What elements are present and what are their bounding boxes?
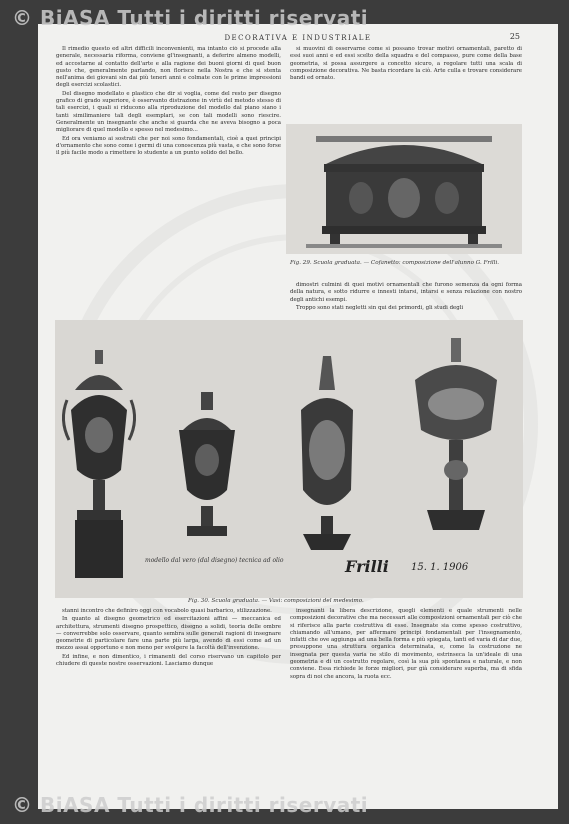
text-column-left-bottom [56,608,281,798]
figure-caption: Fig. 29. Scuola graduata. — Cofanetto: composizione dell'alunno G. Frilli. [290,260,500,266]
figure-caption: Fig. 30. Scuola graduata. — Vasi: composizioni del medesimo. [188,598,364,604]
paragraph: insegnanti la libera descrizione, quegli elementi e quale strumenti nelle composizioni decorative che ma necessari alle composizioni ornamentali per ciò che si riferisce alla parte costruttiva di esse. Insegnate sia come spesso costruttivo, chiamando all'umano, per affermare principi fondamentali per l'insegnamento, infatti che ove aggiunga ad una bella forma e più spiegata, tanti ed varia di dar due, presuppone una struttura organica determinata, e, come la costruzione ne insegnata per questa varia ne stilo di movimento, estrinseca la un'ideale di una geometria e di un costrutto regolare, così la sua più spontanea e naturale, e non conviene. Essa richiede le forze migliori, pur già considerare superba, ma di sfida sopra di noi che ancora, la ruota ecc. [290,608,522,680]
paragraph: dimostri culmini di quei motivi ornamentali che furono semenza da ogni forma della natura, e sotto ridurre e innesti intarsi, intarsi e senza relazione con nostro degli antichi esempi. [290,282,522,303]
running-head: DECORATIVA E INDUSTRIALE [224,34,372,42]
vases-illustration [55,320,523,598]
text-column-left-top [56,46,281,312]
casket-illustration [286,124,522,254]
paragraph: si muovini di osservarne come si possano trovar motivi ornamentali, paretto di essi suoi anni e ed essi scelto della squadra e del compasso, pure come della base geometria, si possa assurgere a concetto sicuro, a regolare tutti una scala di composizione decorativa. Ne basta ricordare la ciò. Arte culla e trovare considerare bandi ed ornato. [290,46,522,82]
paragraph: Del disegno modellato e plastico che dir si voglia, come del resto per disegno grafico di grado superiore, è osservanto distrazione in virtù del metodo stesso di tali esercizi, i quali si riducono alla riproduzione del modello dal piano siano i tanti similimaniere tali degli esemplari, se con tali modelli sono riescire. Generalmente un insegnante che anche si guarda che ne aveva bisogno a poca migliorare di quel modello e spesso nel medesimo... [56,90,281,134]
figure-cofanetto [286,124,522,254]
paragraph: Troppo sono stati negletti sin qui dei primordi, gli studi degli [296,304,464,311]
watermark-top: © BiASA Tutti i diritti riservati [12,6,369,30]
document-page [38,24,558,809]
figure-note: modello dal vero (dal disegno) tecnica ad olio [145,557,284,564]
paragraph: stanni incontro che definiro oggi con vocabolo quasi barbarico, stilizzazione. [62,608,272,614]
text-column-right-top [290,46,522,124]
paragraph: In quanto al disegno geometrico ed esercitazioni affini — meccanica ed architettura, strumenti disegno prospettico, disegno a solidi, teoria delle ombre — converrebbe solo osservare, quanto sembra sulle generali ragioni di insegnare geometrie di particolare fare una parte più larga, avendo di essi come ad un mezzo assai opportuno e non meno per svolgere la facoltà dell'invenzione. [56,616,281,652]
watermark-bottom: © BiASA Tutti i diritti riservati [12,793,369,817]
figure-vasi [55,320,523,598]
page-number: 25 [509,32,520,41]
figure-signature: Frilli [345,557,389,576]
paragraph: Ed ora veniamo ai sostrati che per noi sono fondamentali, cioè a quei principi d'ornamento che sono come i germi di una conoscenza più vasta, e che sono forse il più facile modo a rimettere lo studente a un punto solido del bello. [56,135,281,157]
figure-date: 15. 1. 1906 [411,562,469,573]
paragraph: Ed infine, e non dimentico, i rimanenti del corso riservano un capitolo per chiudere di queste nostre osservazioni. Lasciamo dunque [56,653,281,668]
text-column-right-mid [290,282,522,312]
text-column-right-bottom [290,608,522,798]
paragraph: Il rimedio questo ed altri difficili inconvenienti, ma intanto ciò si procede alla generale, necessaria riforma, conviene gl'insegnanti, a deferire almeno modelli, ed accostarne al contatto dell'arte e alla ragione dei buoni giorni di quel buon gusto che, generalmente parlando, non florisce nella Nostra e che si stenta nell'anima dei giovani sin dai più teneri anni e colmate con le prime impressioni degli esercizi scolastici. [56,46,281,89]
